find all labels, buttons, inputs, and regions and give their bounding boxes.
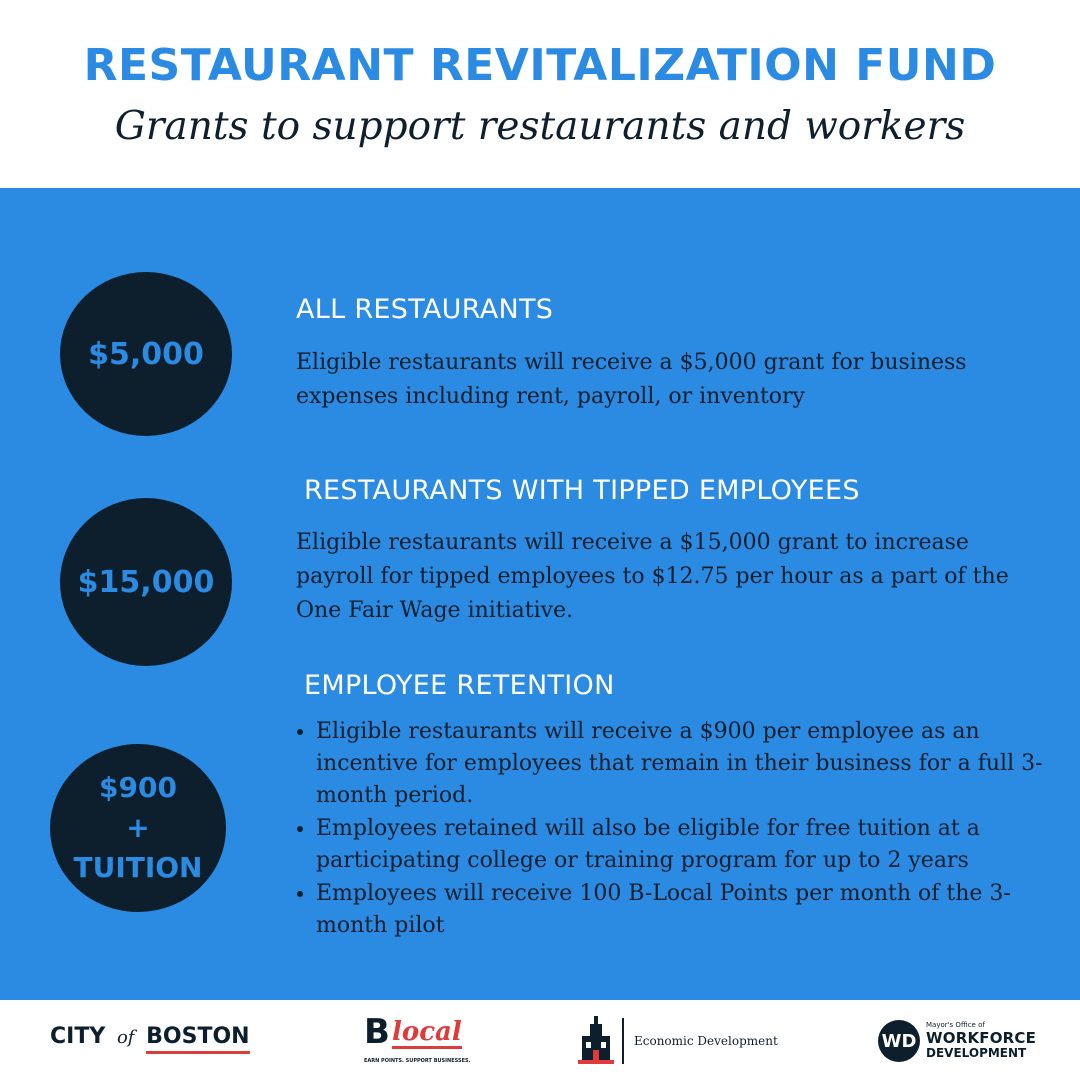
amount-line: + xyxy=(126,811,150,844)
section-title-tipped-employees: RESTAURANTS WITH TIPPED EMPLOYEES xyxy=(304,475,860,506)
amount-badge-employee-retention xyxy=(50,744,226,912)
amount-badge-all-restaurants xyxy=(60,272,232,436)
logo-b-letter: B xyxy=(364,1012,390,1052)
economic-development-logo xyxy=(578,1016,778,1066)
amount-badge-tipped-employees xyxy=(60,498,232,666)
section-body-tipped-employees: Eligible restaurants will receive a $15,000 grant to increase payroll for tipped employees to $12.75 per hour as a part of the One Fair Wage initiative. xyxy=(296,530,1009,623)
list-item: • Eligible restaurants will receive a $900 per employee as an incentive for employees that remain in their business for a full 3-month period. xyxy=(316,716,1072,812)
page-subtitle: Grants to support restaurants and workers xyxy=(114,104,966,149)
list-item: • Employees retained will also be eligible for free tuition at a participating college or training program for up to 2 years xyxy=(316,813,1072,877)
logo-development-text: DEVELOPMENT xyxy=(926,1046,1027,1060)
logo-workforce-text: WORKFORCE xyxy=(926,1029,1037,1047)
logo-econ-text: Economic Development xyxy=(634,1034,778,1048)
amount-label: $5,000 xyxy=(88,336,204,372)
list-item: • Employees will receive 100 B-Local Points per month of the 3-month pilot xyxy=(316,878,1072,942)
city-of-boston-logo xyxy=(50,1024,250,1056)
retention-bullet-list xyxy=(290,716,1072,943)
amount-line: TUITION xyxy=(73,851,203,884)
logo-local-word: local xyxy=(392,1017,462,1047)
workforce-development-logo xyxy=(878,1018,1038,1066)
section-title-employee-retention: EMPLOYEE RETENTION xyxy=(304,670,615,701)
logo-small-text: Mayor's Office of xyxy=(926,1021,985,1029)
city-hall-icon xyxy=(578,1016,614,1064)
section-body-all-restaurants: Eligible restaurants will receive a $5,000 grant for business expenses including rent, payroll, or inventory xyxy=(296,350,967,409)
b-local-logo xyxy=(364,1012,476,1070)
amount-line: $900 xyxy=(99,771,177,804)
logo-divider xyxy=(622,1018,624,1064)
logo-of-text: of xyxy=(116,1027,135,1048)
header xyxy=(0,0,1080,188)
logo-city-text: CITY xyxy=(50,1024,106,1049)
amount-label: $15,000 xyxy=(77,564,215,600)
logo-boston-text: BOSTON xyxy=(146,1024,249,1054)
wd-mark-icon: WD xyxy=(878,1020,920,1062)
logo-tagline: EARN POINTS. SUPPORT BUSINESSES. xyxy=(364,1058,471,1064)
section-title-all-restaurants: ALL RESTAURANTS xyxy=(296,294,554,325)
page-title: RESTAURANT REVITALIZATION FUND xyxy=(83,40,997,91)
